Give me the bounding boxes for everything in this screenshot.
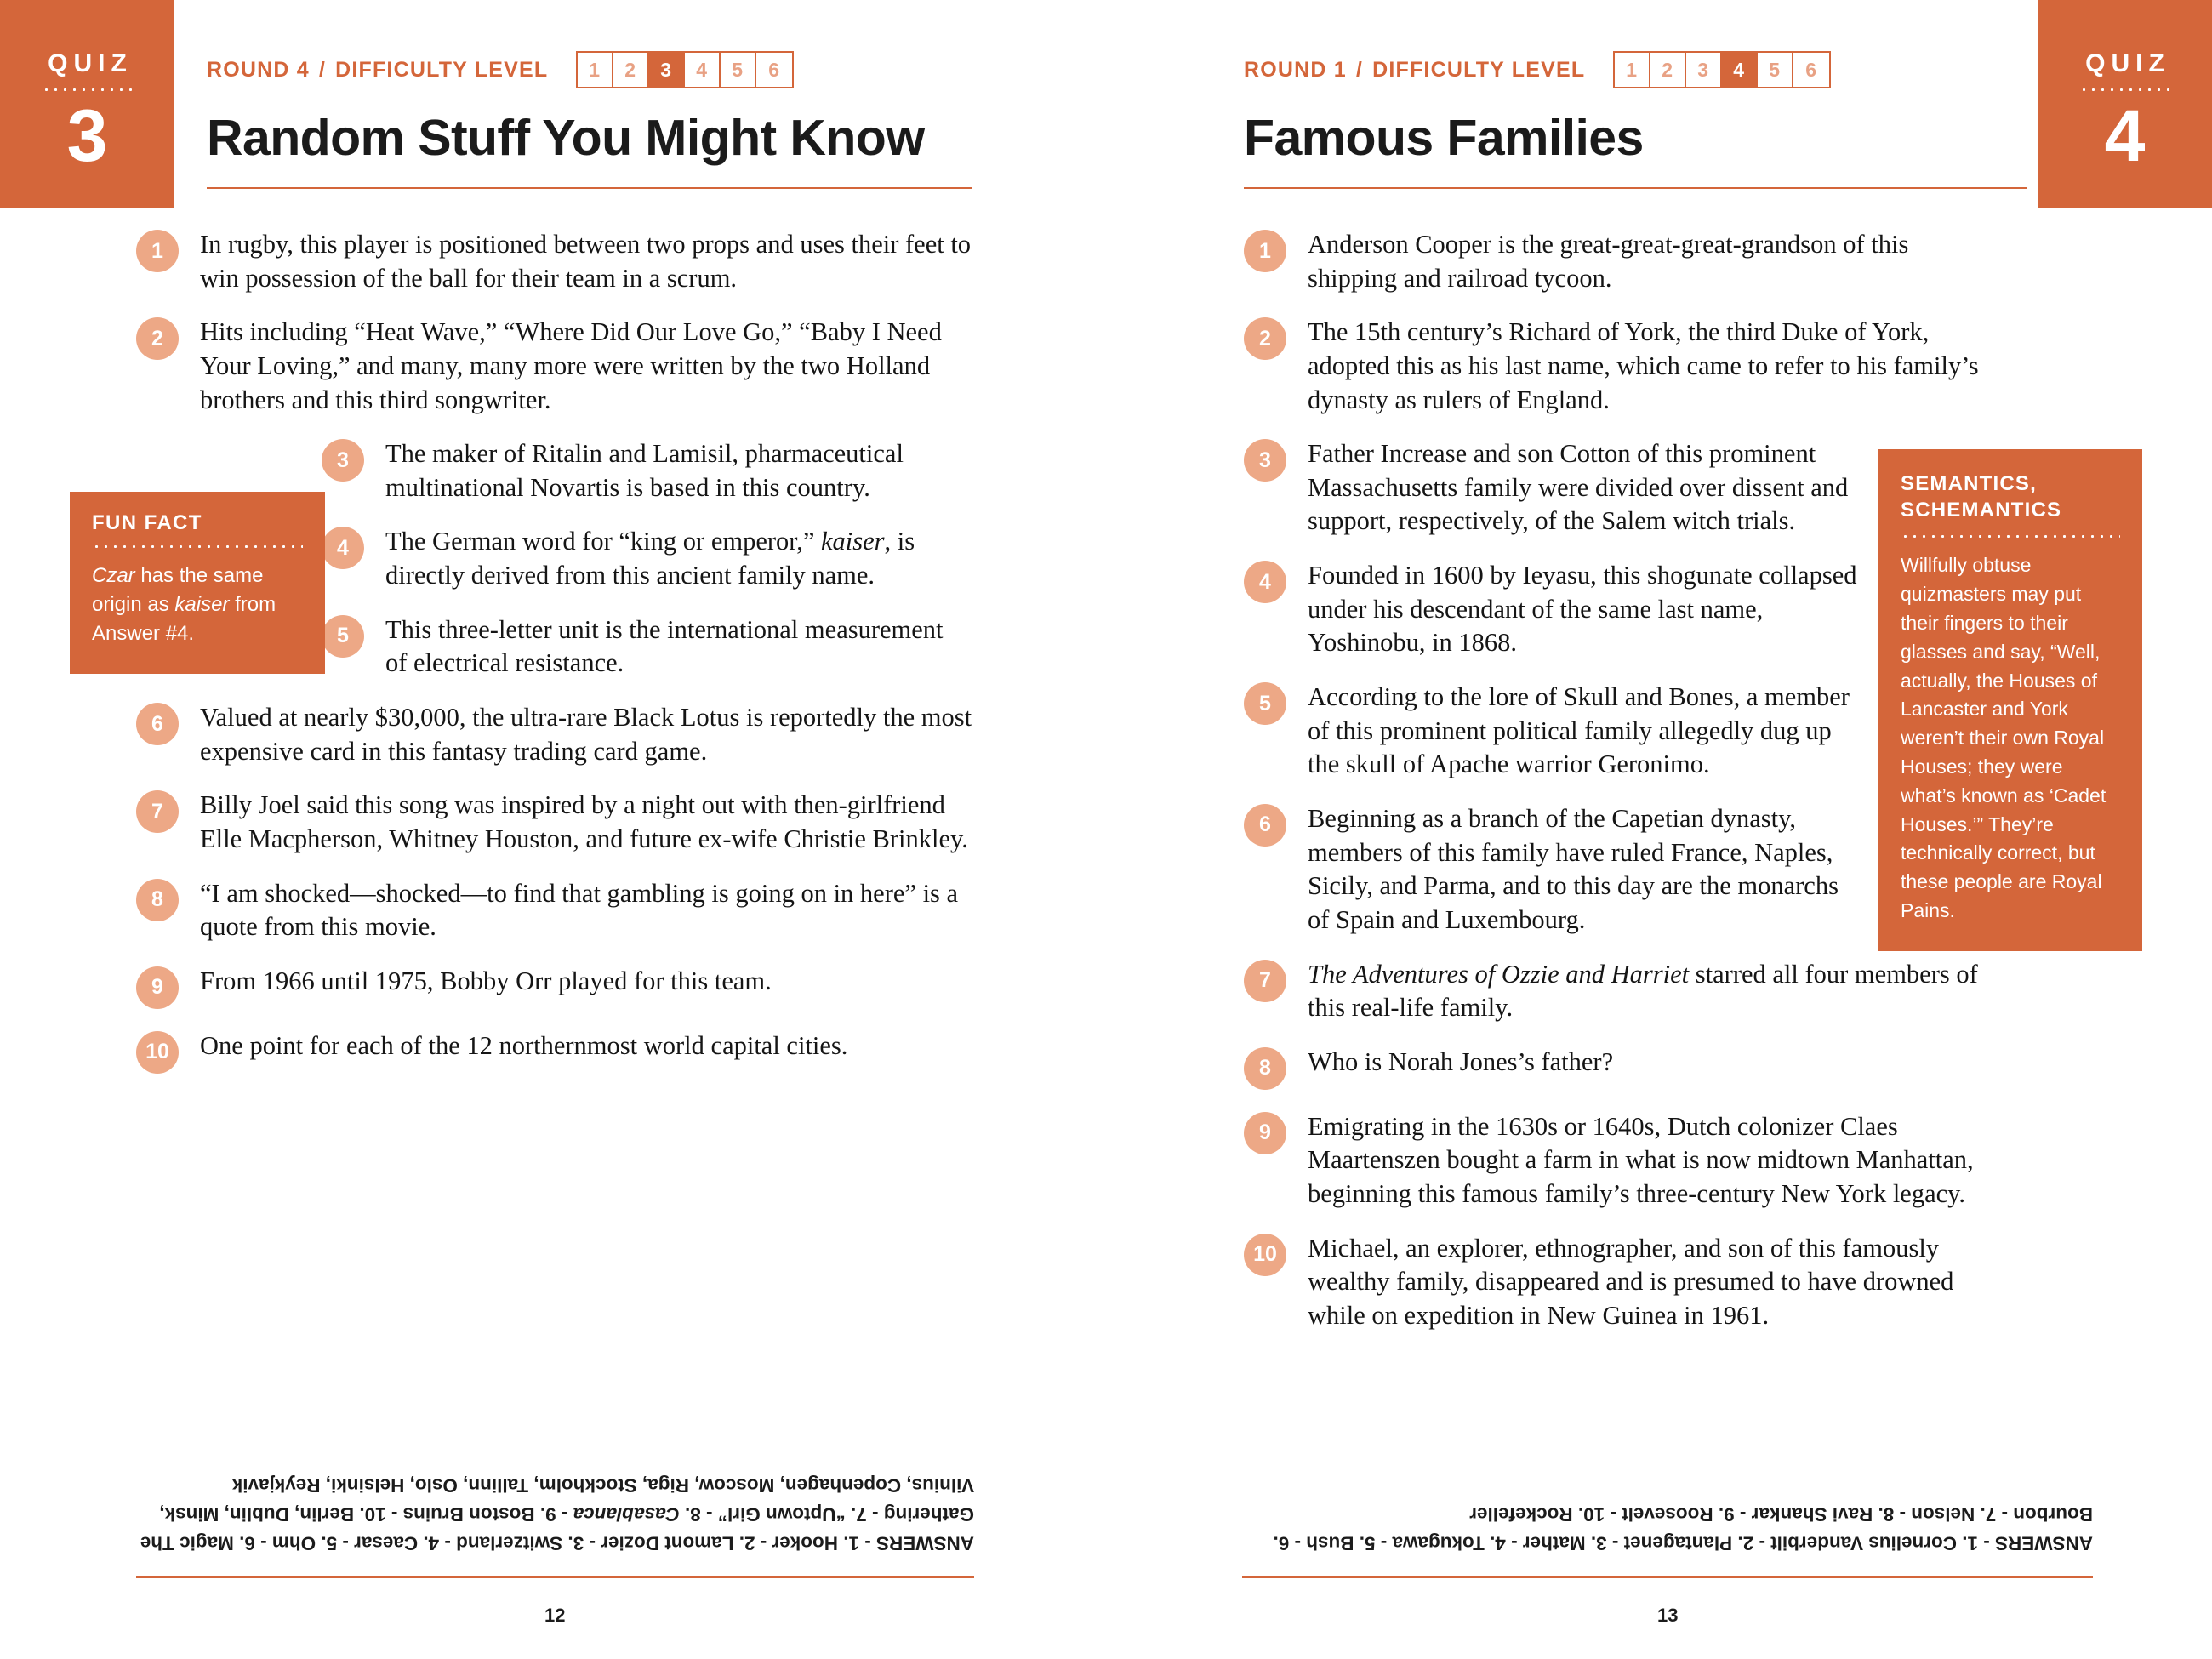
- side-note-box: [1878, 449, 2142, 951]
- quiz-tab-number: 3: [66, 95, 108, 177]
- question-text: Beginning as a branch of the Capetian dynasty, members of this family have ruled France, Naples, Sicily, and Parma, and to this day are the monarchs of Spain and Luxembourg.: [1308, 803, 1839, 934]
- quiz-tab-left: [0, 0, 174, 208]
- difficulty-box-6: 6: [1805, 58, 1818, 81]
- question-text: From 1966 until 1975, Bobby Orr played for this team.: [200, 966, 772, 995]
- question-number: 8: [136, 879, 179, 921]
- fun-fact-title: FUN FACT: [92, 511, 202, 534]
- list-item: [1244, 1046, 1984, 1090]
- question-text: Michael, an explorer, ethnographer, and son of this famously wealthy family, disappeared and is presumed to have drowned while on expedition in New Guinea in 1961.: [1308, 1233, 1954, 1331]
- list-item: [1244, 1232, 1984, 1333]
- question-text: Billy Joel said this song was inspired by a night out with then-girlfriend Elle Macpherson, Whitney Houston, and future ex-wife Christie Brinkley.: [200, 790, 968, 853]
- question-number: 2: [136, 317, 179, 360]
- right-page: [1106, 0, 2212, 1659]
- list-item: [136, 701, 974, 768]
- question-text: The maker of Ritalin and Lamisil, pharmaceutical multinational Novartis is based in this country.: [385, 439, 904, 502]
- difficulty-box-2: 2: [613, 53, 649, 87]
- difficulty-box-6: 6: [768, 58, 781, 81]
- quiz-tab-label: QUIZ: [48, 49, 133, 77]
- round-difficulty-line: [1244, 51, 2027, 88]
- quiz-tab-right: [2038, 0, 2212, 208]
- question-number: 6: [136, 703, 179, 745]
- question-text: “I am shocked—shocked—to find that gambling is going on in here” is a quote from this movie.: [200, 878, 959, 942]
- list-item: [136, 1029, 974, 1074]
- question-text: The Adventures of Ozzie and Harriet starred all four members of this real-life family.: [1308, 959, 1978, 1023]
- round-difficulty-line: [207, 51, 972, 88]
- question-number: 9: [136, 966, 179, 1009]
- difficulty-box-5: 5: [721, 53, 756, 87]
- list-item: [1244, 1110, 1984, 1211]
- page-title: Random Stuff You Might Know: [207, 110, 925, 166]
- answers-rule: [1242, 1576, 2093, 1578]
- question-text: Hits including “Heat Wave,” “Where Did Our Love Go,” “Baby I Need Your Loving,” and many, many more were written by the two Holland brothers and this third songwriter.: [200, 317, 942, 414]
- quiz-tab-label: QUIZ: [2085, 49, 2170, 77]
- question-text: Emigrating in the 1630s or 1640s, Dutch colonizer Claes Maartenszen bought a farm in what is now midtown Manhattan, beginning this famous family’s three-century New York legacy.: [1308, 1111, 1974, 1209]
- question-number: 4: [1244, 561, 1286, 603]
- list-item: [136, 228, 974, 295]
- question-number: 7: [136, 790, 179, 833]
- difficulty-meter: [576, 51, 794, 88]
- side-note-title: SEMANTICS, SCHEMANTICS: [1901, 472, 2062, 522]
- right-page-header: [1244, 51, 2027, 189]
- title-rule: [1244, 187, 2027, 189]
- list-item: [136, 877, 974, 944]
- question-text: Founded in 1600 by Ieyasu, this shogunate collapsed under his descendant of the same last name, Yoshinobu, in 1868.: [1308, 561, 1857, 658]
- question-text: This three-letter unit is the international measurement of electrical resistance.: [385, 614, 944, 678]
- list-item: [1244, 802, 1984, 938]
- difficulty-meter: [1613, 51, 1831, 88]
- dotted-divider-icon: [2079, 88, 2171, 91]
- question-text: The German word for “king or emperor,” kaiser, is directly derived from this ancient family name.: [385, 527, 915, 590]
- list-item: [1244, 316, 1984, 417]
- difficulty-box-4: 4: [1722, 53, 1758, 87]
- question-number: 9: [1244, 1112, 1286, 1154]
- difficulty-box-3: 3: [1686, 53, 1722, 87]
- question-text: The 15th century’s Richard of York, the third Duke of York, adopted this as his last name, which came to refer to his family’s dynasty as rulers of England.: [1308, 317, 1979, 414]
- question-text: According to the lore of Skull and Bones, a member of this prominent political family allegedly dug up the skull of Apache warrior Geronimo.: [1308, 682, 1850, 779]
- answers-block: ANSWERS - 1. Hooker - 2. Lamont Dozier - 3. Switzerland - 4. Caesar - 5. Ohm - 6. Magic The Gathering - 7. “Uptown Girl” - 8. Casablanca - 9. Boston Bruins - 10. Berlin, Dublin, Minsk, Vilnius, Copenhagen, Moscow, Riga, Stockholm, Tallinn, Oslo, Helsinki, Reykjavik: [140, 1474, 974, 1554]
- question-text: One point for each of the 12 northernmost world capital cities.: [200, 1030, 848, 1060]
- question-number: 10: [136, 1031, 179, 1074]
- list-item: [1244, 437, 1984, 539]
- question-number: 3: [1244, 439, 1286, 482]
- question-number: 4: [322, 527, 364, 569]
- list-item: [1244, 958, 1984, 1025]
- list-item: [136, 789, 974, 856]
- list-item: [1244, 559, 1984, 660]
- list-item: [136, 316, 974, 417]
- question-number: 7: [1244, 960, 1286, 1002]
- fun-fact-box: [70, 492, 325, 674]
- question-text: Who is Norah Jones’s father?: [1308, 1046, 1614, 1076]
- question-number: 1: [136, 230, 179, 272]
- question-number: 5: [322, 615, 364, 658]
- list-item: [1244, 228, 1984, 295]
- dotted-divider-icon: [92, 545, 303, 548]
- question-number: 3: [322, 439, 364, 482]
- round-label: ROUND 4: [207, 57, 310, 82]
- page-number: 13: [1657, 1605, 1679, 1626]
- question-text: In rugby, this player is positioned between two props and uses their feet to win possession of the ball for their team in a scrum.: [200, 230, 972, 293]
- side-note-body: Willfully obtuse quizmasters may put their fingers to their glasses and say, “Well, actually, the Houses of Lancaster and York weren’t their own Royal Houses; they were what’s known as ‘Cadet Houses.’” They’re technically correct, but these people are Royal Pains.: [1901, 554, 2107, 921]
- question-text: Valued at nearly $30,000, the ultra-rare Black Lotus is reportedly the most expensive card in this fantasy trading card game.: [200, 703, 972, 766]
- dotted-divider-icon: [42, 88, 134, 91]
- difficulty-box-1: 1: [1615, 53, 1650, 87]
- fun-fact-body: Czar has the same origin as kaiser from Answer #4.: [92, 564, 276, 646]
- list-item: [1244, 681, 1984, 782]
- difficulty-box-5: 5: [1758, 53, 1793, 87]
- right-question-list: [1244, 228, 1984, 1354]
- difficulty-box-4: 4: [685, 53, 721, 87]
- question-number: 8: [1244, 1047, 1286, 1090]
- page-title: Famous Families: [1244, 110, 1644, 166]
- question-number: 1: [1244, 230, 1286, 272]
- page-number: 12: [544, 1605, 566, 1626]
- left-page-header: [207, 51, 972, 189]
- question-number: 6: [1244, 804, 1286, 847]
- difficulty-box-3: 3: [649, 53, 685, 87]
- answers-block: ANSWERS - 1. Cornelius Vanderbilt - 2. Plantagenet - 3. Mather - 4. Tokugawa - 5. Bush - 6. Bourbon - 7. Nelson - 8. Ravi Shankar - 9. Roosevelt - 10. Rockefeller: [1273, 1503, 2093, 1554]
- difficulty-box-1: 1: [578, 53, 613, 87]
- question-number: 5: [1244, 682, 1286, 725]
- question-number: 10: [1244, 1234, 1286, 1276]
- question-text: Father Increase and son Cotton of this prominent Massachusetts family were divided over dissent and support, respectively, of the Salem witch trials.: [1308, 439, 1849, 536]
- question-number: 2: [1244, 317, 1286, 360]
- separator-slash: /: [318, 57, 327, 82]
- difficulty-label: DIFFICULTY LEVEL: [1372, 57, 1586, 82]
- list-item: [136, 965, 974, 1009]
- quiz-tab-number: 4: [2104, 95, 2146, 177]
- dotted-divider-icon: [1901, 535, 2120, 538]
- title-rule: [207, 187, 972, 189]
- round-label: ROUND 1: [1244, 57, 1347, 82]
- separator-slash: /: [1355, 57, 1364, 82]
- answers-rule: [136, 1576, 974, 1578]
- difficulty-label: DIFFICULTY LEVEL: [335, 57, 549, 82]
- difficulty-box-2: 2: [1650, 53, 1686, 87]
- question-text: Anderson Cooper is the great-great-great-grandson of this shipping and railroad tycoon.: [1308, 230, 1909, 293]
